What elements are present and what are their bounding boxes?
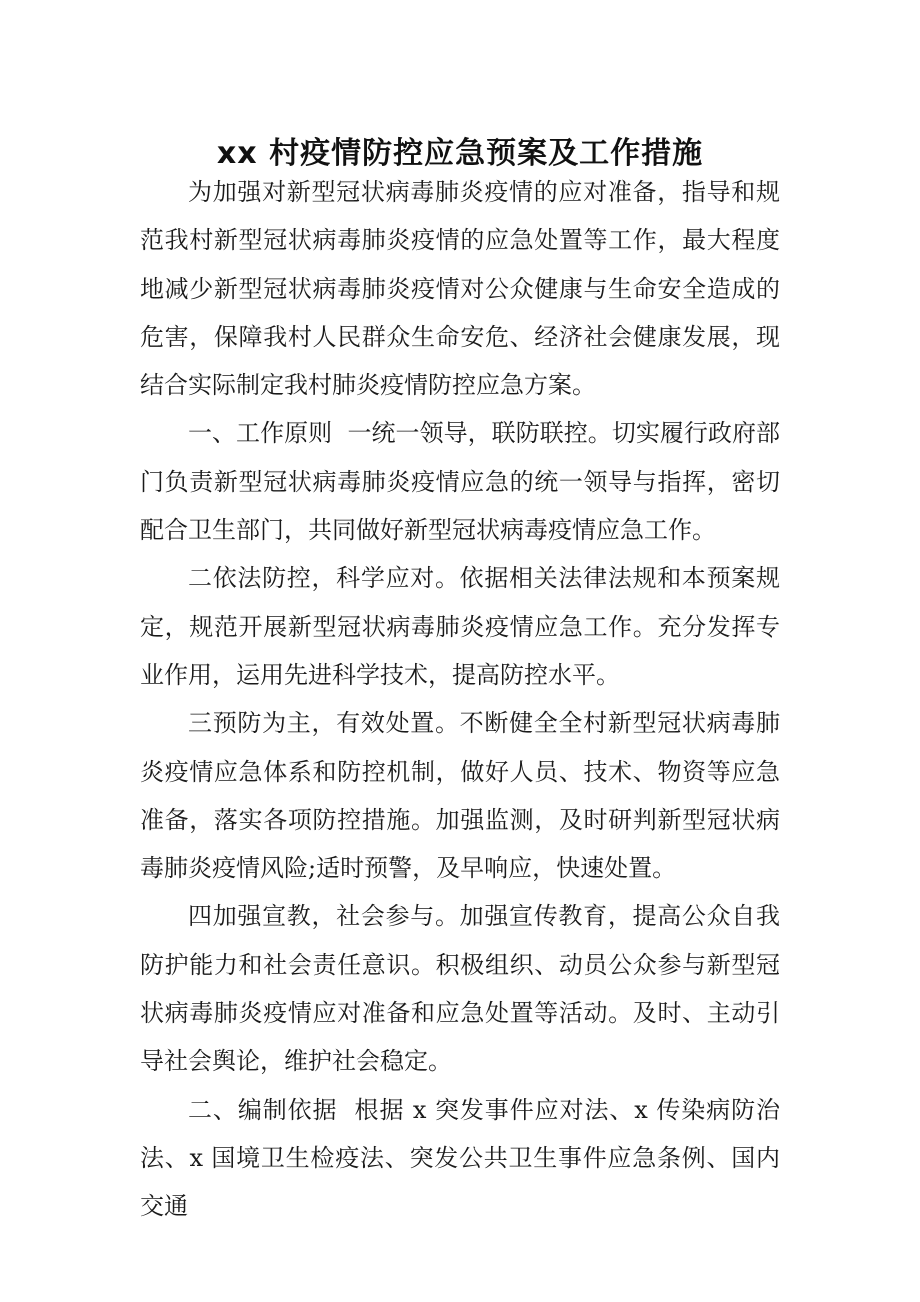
paragraph-principle-1: 一、工作原则 一统一领导，联防联控。切实履行政府部门负责新型冠状病毒肺炎疫情应急的统一领导与指挥，密切配合卫生部门，共同做好新型冠状病毒疫情应急工作。 [140, 419, 780, 545]
paragraph-principle-4: 四加强宣教，社会参与。加强宣传教育，提高公众自我防护能力和社会责任意识。积极组织、动员公众参与新型冠状病毒肺炎疫情应对准备和应急处置等活动。及时、主动引导社会舆论，维护社会稳定。 [140, 902, 780, 1076]
document-body [140, 168, 780, 1231]
paragraph-intro: 为加强对新型冠状病毒肺炎疫情的应对准备，指导和规范我村新型冠状病毒肺炎疫情的应急处置等工作，最大程度地减少新型冠状病毒肺炎疫情对公众健康与生命安全造成的危害，保障我村人民群众生命安危、经济社会健康发展，现结合实际制定我村肺炎疫情防控应急方案。 [140, 178, 780, 400]
paragraph-basis: 二、编制依据 根据 x 突发事件应对法、x 传染病防治法、x 国境卫生检疫法、突发公共卫生事件应急条例、国内交通 [140, 1095, 780, 1221]
document-title: xx 村疫情防控应急预案及工作措施 [216, 136, 704, 172]
paragraph-principle-2: 二依法防控，科学应对。依据相关法律法规和本预案规定，规范开展新型冠状病毒肺炎疫情应急工作。充分发挥专业作用，运用先进科学技术，提高防控水平。 [140, 564, 780, 689]
paragraph-principle-3: 三预防为主，有效处置。不断健全全村新型冠状病毒肺炎疫情应急体系和防控机制，做好人员、技术、物资等应急准备，落实各项防控措施。加强监测，及时研判新型冠状病毒肺炎疫情风险;适时预警，及早响应，快速处置。 [140, 709, 780, 883]
